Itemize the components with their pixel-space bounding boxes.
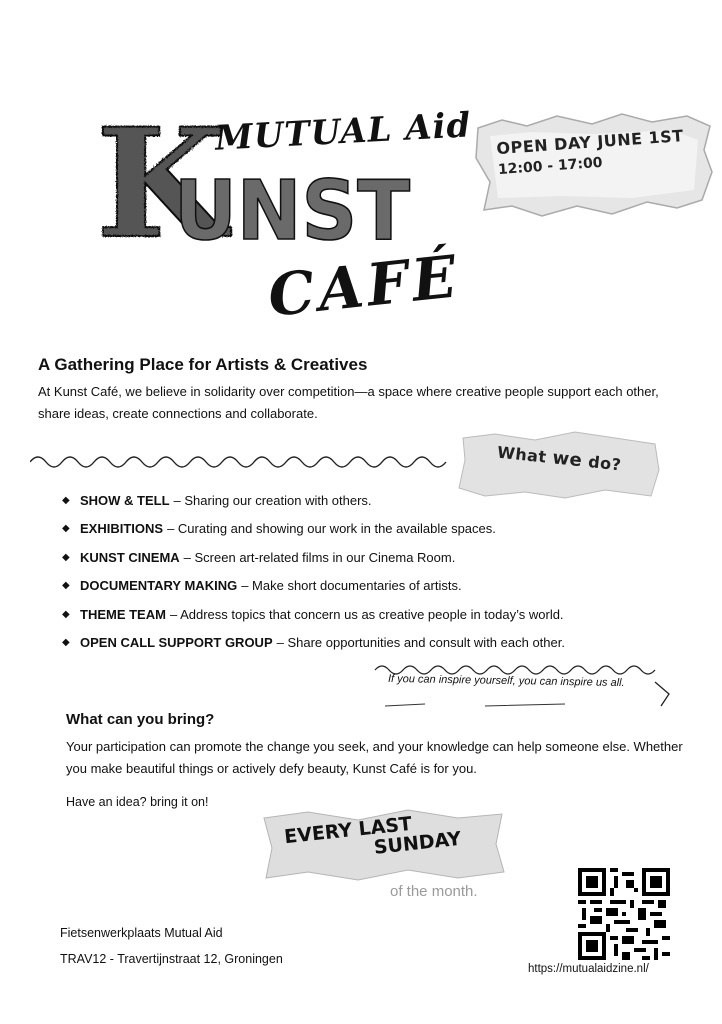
intro-heading: A Gathering Place for Artists & Creatives [38, 355, 368, 374]
diamond-bullet-icon: ◆ [62, 608, 70, 620]
bring-heading: What can you bring? [66, 711, 215, 728]
diamond-bullet-icon: ◆ [62, 523, 70, 535]
idea-text: Have an idea? bring it on! [66, 795, 209, 809]
schedule-line2: SUNDAY [372, 827, 463, 859]
diamond-bullet-icon: ◆ [62, 580, 70, 592]
open-day-date: OPEN DAY JUNE 1ST [495, 126, 685, 159]
address-line2: TRAV12 - Travertijnstraat 12, Groningen [60, 952, 283, 966]
list-item: ◆ THEME TEAM – Address topics that concern us as creative people in today’s world. [62, 606, 564, 622]
intro-text: At Kunst Café, we believe in solidarity over competition—a space where creative people support each other, share ideas, create connections and collaborate. [38, 384, 659, 421]
logo-mutual-aid: MUTUAL Aid [214, 105, 473, 159]
diamond-bullet-icon: ◆ [62, 551, 70, 563]
diamond-bullet-icon: ◆ [62, 495, 70, 506]
logo-cafe: CAFÉ [264, 242, 464, 330]
what-we-do-title: What we do? [496, 442, 623, 475]
schedule-line1: EVERY LAST [283, 812, 413, 849]
bring-text: Your participation can promote the change you seek, and your knowledge can help someone else. Whether you make beautiful things or actively defy beauty, Kunst Café is for you. [66, 739, 683, 776]
logo-unst [170, 155, 415, 255]
list-item: ◆ KUNST CINEMA – Screen art-related films in our Cinema Room. [62, 549, 456, 565]
website-link[interactable]: https://mutualaidzine.nl/ [528, 963, 649, 975]
open-day-time: 12:00 - 17:00 [497, 154, 604, 179]
svg-text:K: K [96, 108, 227, 258]
list-item: ◆ EXHIBITIONS – Curating and showing our work in the available spaces. [62, 521, 496, 537]
wavy-divider [30, 448, 460, 472]
address [60, 920, 283, 972]
schedule-suffix: of the month. [390, 883, 478, 900]
svg-text:UNST: UNST [174, 164, 411, 255]
qr-code-icon[interactable] [578, 868, 670, 960]
quote-text: If you can inspire yourself, you can inspire us all. [387, 672, 625, 690]
list-item: ◆ DOCUMENTARY MAKING – Make short documentaries of artists. [62, 578, 462, 594]
diamond-bullet-icon: ◆ [62, 636, 70, 648]
list-item: ◆ SHOW & TELL – Sharing our creation with others. [62, 493, 372, 508]
list-item: ◆ OPEN CALL SUPPORT GROUP – Share opportunities and consult with each other. [62, 634, 565, 650]
activity-list [62, 492, 692, 662]
address-line1: Fietsenwerkplaats Mutual Aid [60, 926, 223, 940]
